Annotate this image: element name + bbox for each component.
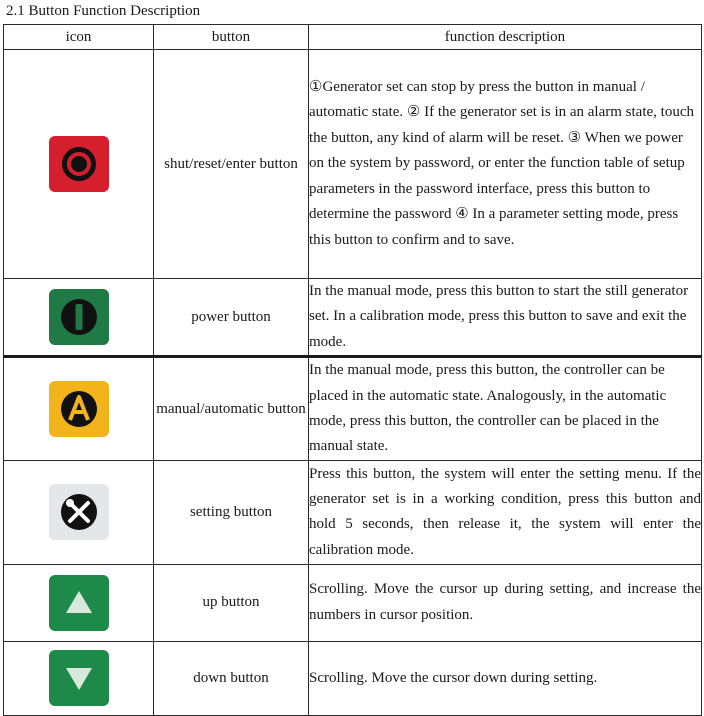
arrow-down-icon: [49, 650, 109, 706]
table-row: [4, 564, 702, 641]
function-description: Scrolling. Move the cursor down during setting.: [309, 641, 702, 715]
button-name: setting button: [154, 460, 309, 564]
table-row: [4, 357, 702, 461]
table-row: [4, 641, 702, 715]
button-function-table: [3, 24, 702, 716]
button-name: power button: [154, 279, 309, 357]
button-name: shut/reset/enter button: [154, 50, 309, 279]
section-title: 2.1 Button Function Description: [6, 3, 201, 19]
function-description: Press this button, the system will enter the setting menu. If the generator set is in a working condition, press this button and hold 5 seconds, then release it, the system will enter the calibration mode.: [309, 460, 702, 564]
button-name: down button: [154, 641, 309, 715]
table-row: [4, 460, 702, 564]
header-button: button: [154, 25, 309, 50]
settings-tools-icon: [49, 484, 109, 540]
arrow-up-icon: [49, 575, 109, 631]
header-description: function description: [309, 25, 702, 50]
table-row: [4, 50, 702, 279]
function-description: Scrolling. Move the cursor up during setting, and increase the numbers in cursor position.: [309, 564, 702, 641]
power-icon: [49, 289, 109, 345]
button-name: manual/automatic button: [154, 357, 309, 461]
table-header-row: [4, 25, 702, 50]
shutdown-reset-icon: [49, 136, 109, 192]
function-description: ①Generator set can stop by press the button in manual / automatic state. ② If the generator set is in an alarm state, touch the button, any kind of alarm will be reset. ③ When we power on the system by password, or enter the function table of setup parameters in the password interface, press this button to determine the password ④ In a parameter setting mode, press this button to confirm and to save.: [309, 50, 702, 279]
header-icon: icon: [4, 25, 154, 50]
function-description: In the manual mode, press this button, the controller can be placed in the automatic state. Analogously, in the automatic mode, press this button, the controller can be placed in the manual state.: [309, 357, 702, 461]
function-description: In the manual mode, press this button to start the still generator set. In a calibration mode, press this button to save and exit the mode.: [309, 279, 702, 357]
table-row: [4, 279, 702, 357]
button-name: up button: [154, 564, 309, 641]
auto-mode-icon: [49, 381, 109, 437]
